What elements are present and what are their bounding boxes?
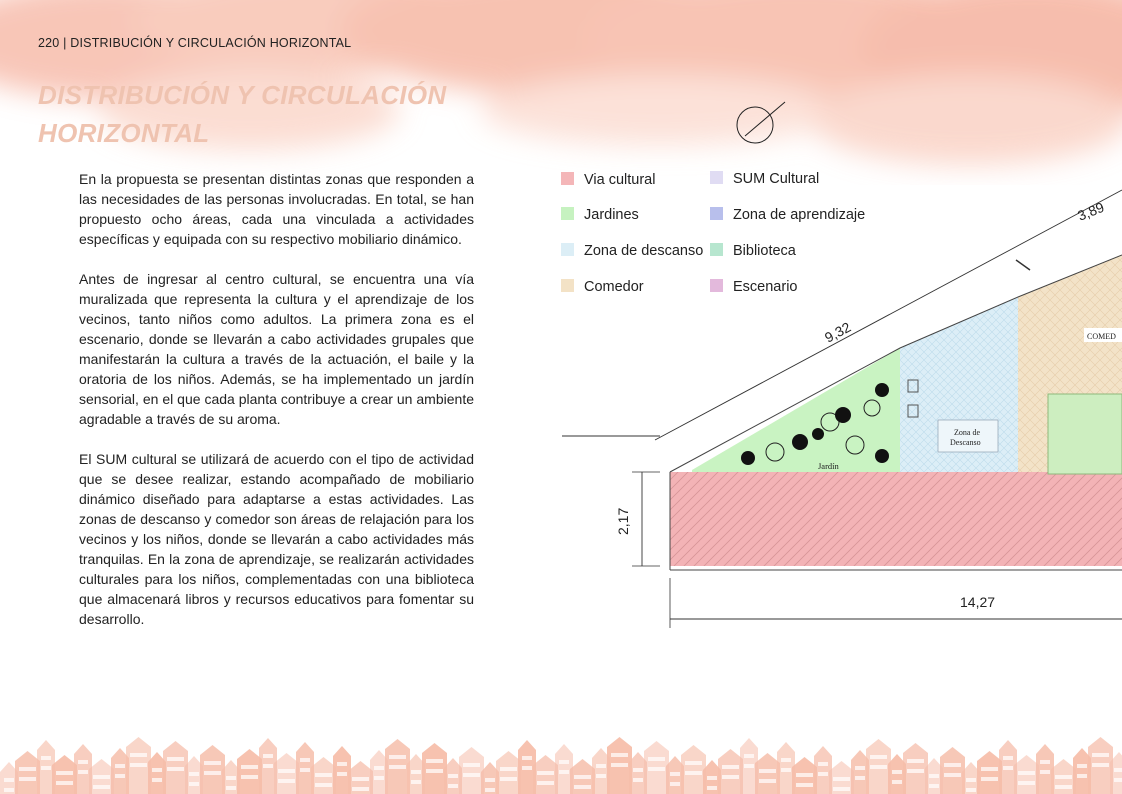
page-title-line-1: DISTRIBUCIÓN Y CIRCULACIÓN: [38, 80, 447, 110]
page-title-line-2: HORIZONTAL: [38, 118, 210, 148]
legend-item-jardines: Jardines: [561, 207, 639, 223]
page-title: [38, 76, 498, 152]
swatch-icon: [561, 243, 574, 256]
legend-item-comedor: Comedor: [561, 279, 644, 295]
section-name: DISTRIBUCIÓN Y CIRCULACIÓN HORIZONTAL: [70, 36, 352, 50]
dim-diagonal-label: 9,32: [821, 318, 854, 346]
swatch-icon: [710, 171, 723, 184]
paragraph-3: El SUM cultural se utilizará de acuerdo con el tipo de actividad que se desee realizar, estando acompañado de mobiliario dinámico diseñado para adaptarse a estas actividades. Las zonas de descanso y comedor son áreas de relajación para los vecinos y los niños, donde se llevarán a cabo actividades más tranquilas. En la zona de aprendizaje, se realizarán actividades culturales para los niños, complementadas con una biblioteca que almacenará libros y recursos educativos para fomentar su desarrollo.: [79, 451, 474, 627]
legend-item-zona-descanso: Zona de descanso: [561, 243, 703, 259]
rest-label-line-2: Descanso: [950, 438, 981, 447]
swatch-icon: [561, 172, 574, 185]
houses-decoration: [0, 722, 1122, 794]
header-separator: |: [63, 36, 71, 50]
swatch-icon: [710, 207, 723, 220]
dim-top-label: 3,89: [1075, 198, 1107, 224]
north-arrow-icon: [737, 102, 785, 143]
swatch-icon: [561, 279, 574, 292]
swatch-icon: [710, 243, 723, 256]
page-number: 220: [38, 36, 60, 50]
garden-label: Jardín: [818, 461, 839, 471]
legend-item-sum-cultural: SUM Cultural: [710, 171, 819, 187]
garden-zone: [692, 348, 900, 472]
legend-item-zona-aprendizaje: Zona de aprendizaje: [710, 207, 865, 223]
comedor-label: COMED: [1087, 332, 1116, 341]
dim-height-label: 2,17: [615, 507, 631, 535]
paragraph-2: Antes de ingresar al centro cultural, se encuentra una vía muralizada que representa la cultura y el aprendizaje de los vecinos, tanto niños como adultos. La primera zona es el escenario, donde se llevarán a cabo actividades grupales que manifestarán la cultura a través de la actuación, el baile y la oratoria de los niños. Además, se ha implementado un jardín sensorial, en el que cada planta contribuye a crear un ambiente agradable a través de su aroma.: [79, 271, 474, 427]
legend-item-via-cultural: Via cultural: [561, 172, 655, 188]
rest-label-line-1: Zona de: [954, 428, 980, 437]
running-header: [38, 36, 351, 50]
swatch-icon: [561, 207, 574, 220]
dim-bottom-label: 14,27: [960, 594, 996, 610]
paragraph-1: En la propuesta se presentan distintas zonas que responden a las necesidades de las personas involucradas. En total, se han propuesto ocho áreas, cada una vinculada a actividades específicas y equipada con su respectivo mobiliario dinámico.: [79, 171, 474, 247]
legend-item-biblioteca: Biblioteca: [710, 243, 796, 259]
legend-item-escenario: Escenario: [710, 279, 797, 295]
body-text: [79, 169, 474, 649]
swatch-icon: [710, 279, 723, 292]
